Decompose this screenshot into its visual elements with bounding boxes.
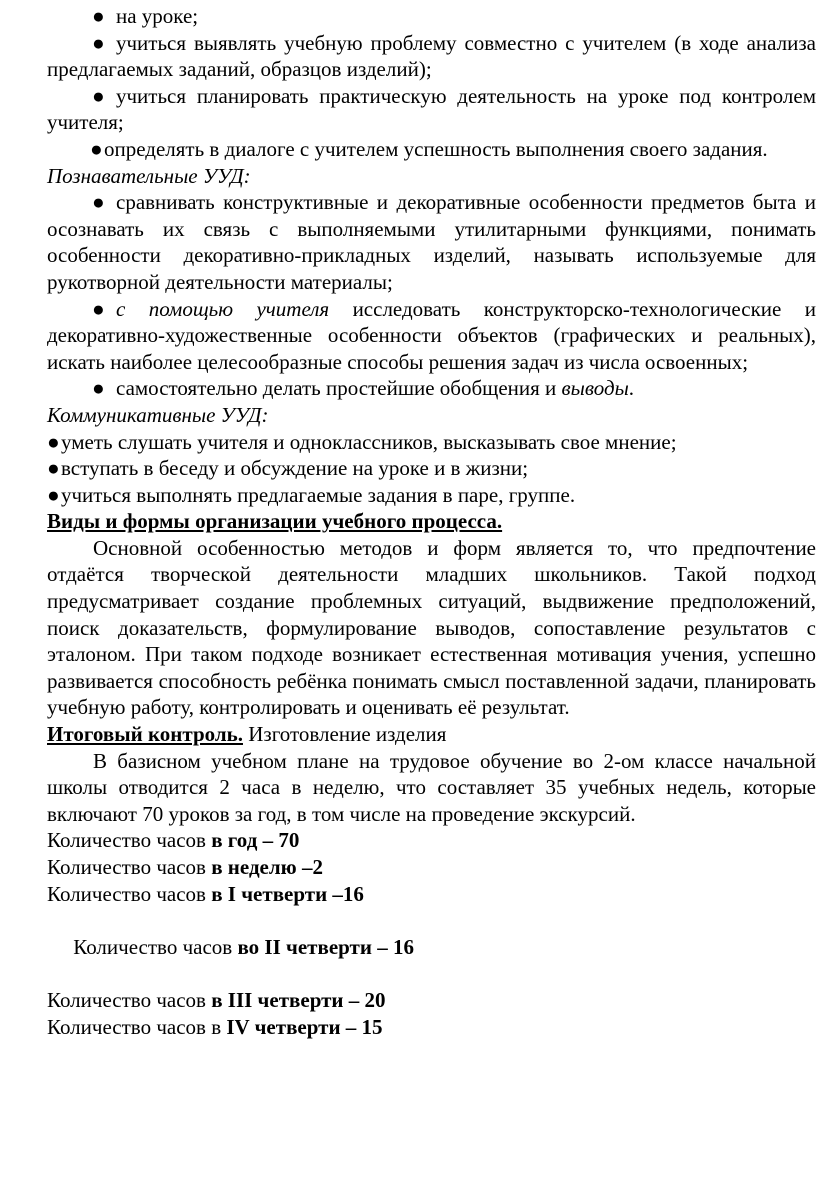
- list-item: ●определять в диалоге с учителем успешность выполнения своего задания.: [90, 136, 768, 161]
- section-heading-cognitive: Познавательные УУД:: [47, 163, 251, 188]
- list-item: ● учиться планировать практическую деятельность на уроке под контролем учителя;: [47, 83, 816, 135]
- paragraph-forms: Основной особенностью методов и форм является то, что предпочтение отдаётся творческой деятельности младших школьников. Такой подход предусматривает создание проблемных ситуаций, выдвижение предположений, поиск доказательств, формулирование выводов, сопоставление результатов с эталоном. При таком подходе возникает естественная мотивация учения, успешно развивается способность ребёнка понимать смысл поставленной задачи, планировать учебную работу, контролировать и оценивать её результат.: [47, 535, 816, 720]
- hours-line: Количество часов в III четверти – 20: [47, 987, 386, 1012]
- section-heading-control: Итоговый контроль.: [47, 722, 243, 747]
- bullet-icon: ●: [47, 482, 60, 507]
- bullet-icon: ●: [90, 136, 103, 161]
- paragraph-hours: В базисном учебном плане на трудовое обучение во 2-ом классе начальной школы отводится 2 часа в неделю, что составляет 35 учебных недель, которые включают 70 уроков за год, в том числе на проведение экскурсий.: [47, 748, 816, 826]
- bullet-icon: ●: [92, 190, 105, 215]
- document-page: [47, 3, 816, 1040]
- list-item: ●уметь слушать учителя и одноклассников, высказывать свое мнение;: [47, 429, 677, 454]
- bullet-icon: ●: [92, 4, 105, 28]
- list-item: ● самостоятельно делать простейшие обобщения и выводы.: [92, 376, 635, 401]
- section-heading-forms: Виды и формы организации учебного процесса.: [47, 509, 503, 534]
- bullet-icon: ●: [47, 456, 60, 481]
- list-item: ● на уроке;: [92, 4, 199, 28]
- list-item: ● сравнивать конструктивные и декоративные особенности предметов быта и осознавать их связь с выполняемыми утилитарными функциями, понимать особенности декоративно-прикладных изделий, называть используемые для рукотворной деятельности материалы;: [47, 190, 816, 294]
- hours-line: Количество часов в IV четверти – 15: [47, 1014, 383, 1039]
- bullet-icon: ●: [92, 296, 105, 321]
- section-heading-communicative: Коммуникативные УУД:: [47, 402, 269, 427]
- hours-line: Количество часов в год – 70: [47, 828, 300, 853]
- list-item: ● учиться выявлять учебную проблему совместно с учителем (в ходе анализа предлагаемых заданий, образцов изделий);: [47, 30, 816, 82]
- hours-line: Количество часов в I четверти –16: [47, 881, 364, 906]
- list-item: ● с помощью учителя исследовать конструкторско-технологические и декоративно-художественные особенности объектов (графических и реальных), искать наиболее целесообразные способы решения задач из числа освоенных;: [47, 296, 816, 374]
- bullet-icon: ●: [92, 83, 105, 108]
- bullet-icon: ●: [47, 429, 60, 454]
- list-item: ●вступать в беседу и обсуждение на уроке и в жизни;: [47, 456, 529, 481]
- list-item: ●учиться выполнять предлагаемые задания в паре, группе.: [47, 482, 576, 507]
- bullet-icon: ●: [92, 376, 105, 401]
- control-line: Итоговый контроль. Изготовление изделия: [47, 722, 447, 747]
- hours-line: Количество часов во II четверти – 16: [68, 934, 414, 959]
- bullet-icon: ●: [92, 30, 105, 55]
- hours-line: Количество часов в неделю –2: [47, 855, 323, 879]
